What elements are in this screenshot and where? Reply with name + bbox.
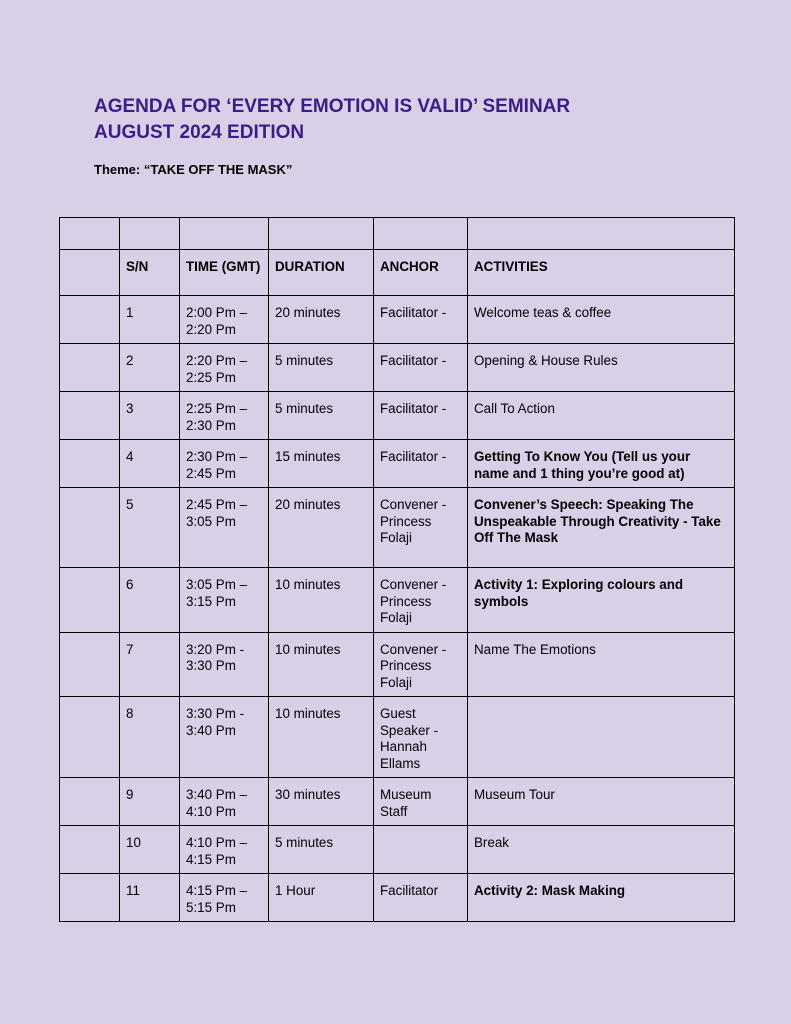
table-row [60,697,735,778]
activity-cell: Name The Emotions [468,632,735,697]
time-cell: 3:30 Pm - 3:40 Pm [180,697,269,778]
title-line-1: AGENDA FOR ‘EVERY EMOTION IS VALID’ SEMINAR [94,96,571,117]
activity-cell: Welcome teas & coffee [468,296,735,344]
sn-cell: 7 [120,632,180,697]
duration-cell: 10 minutes [269,697,374,778]
time-cell: 2:45 Pm – 3:05 Pm [180,488,269,568]
duration-cell: 1 Hour [269,874,374,922]
sn-cell: 8 [120,697,180,778]
time-cell: 3:05 Pm – 3:15 Pm [180,568,269,633]
blank-cell [60,826,120,874]
header-activities: ACTIVITIES [468,250,735,296]
table-row [60,392,735,440]
table-row [60,826,735,874]
blank-cell [60,440,120,488]
header-anchor: ANCHOR [374,250,468,296]
blank-cell [374,218,468,250]
duration-cell: 20 minutes [269,488,374,568]
blank-cell [60,344,120,392]
sn-cell: 9 [120,778,180,826]
document-title [94,94,570,146]
duration-cell: 5 minutes [269,392,374,440]
table-row [60,440,735,488]
time-cell: 4:10 Pm – 4:15 Pm [180,826,269,874]
time-cell: 3:20 Pm - 3:30 Pm [180,632,269,697]
activity-cell: Call To Action [468,392,735,440]
time-cell: 2:30 Pm – 2:45 Pm [180,440,269,488]
anchor-cell: Museum Staff [374,778,468,826]
sn-cell: 4 [120,440,180,488]
sn-cell: 1 [120,296,180,344]
time-cell: 3:40 Pm – 4:10 Pm [180,778,269,826]
anchor-cell: Facilitator [374,874,468,922]
activity-cell [468,697,735,778]
theme-line: Theme: “TAKE OFF THE MASK” [94,162,293,177]
blank-cell [60,392,120,440]
duration-cell: 30 minutes [269,778,374,826]
blank-cell [60,874,120,922]
table-row [60,344,735,392]
blank-cell [60,568,120,633]
agenda-table [59,217,735,922]
blank-cell [269,218,374,250]
anchor-cell: Convener - Princess Folaji [374,632,468,697]
anchor-cell [374,826,468,874]
table-row [60,568,735,633]
blank-cell [180,218,269,250]
title-line-2: AUGUST 2024 EDITION [94,122,305,143]
sn-cell: 3 [120,392,180,440]
activity-cell: Opening & House Rules [468,344,735,392]
anchor-cell: Convener - Princess Folaji [374,568,468,633]
sn-cell: 6 [120,568,180,633]
table-row [60,874,735,922]
blank-cell [60,296,120,344]
activity-cell: Getting To Know You (Tell us your name and 1 thing you’re good at) [468,440,735,488]
activity-cell: Convener’s Speech: Speaking The Unspeakable Through Creativity - Take Off The Mask [468,488,735,568]
anchor-cell: Facilitator - [374,392,468,440]
anchor-cell: Facilitator - [374,296,468,344]
blank-cell [60,697,120,778]
time-cell: 2:25 Pm – 2:30 Pm [180,392,269,440]
table-row [60,488,735,568]
anchor-cell: Facilitator - [374,440,468,488]
blank-cell [60,218,120,250]
duration-cell: 20 minutes [269,296,374,344]
blank-cell [60,632,120,697]
header-duration: DURATION [269,250,374,296]
table-row [60,632,735,697]
duration-cell: 5 minutes [269,826,374,874]
blank-cell [120,218,180,250]
time-cell: 2:00 Pm – 2:20 Pm [180,296,269,344]
activity-cell: Museum Tour [468,778,735,826]
sn-cell: 10 [120,826,180,874]
time-cell: 4:15 Pm – 5:15 Pm [180,874,269,922]
table-row [60,296,735,344]
blank-cell [60,778,120,826]
duration-cell: 15 minutes [269,440,374,488]
activity-cell: Activity 1: Exploring colours and symbols [468,568,735,633]
blank-cell [60,488,120,568]
blank-cell [60,250,120,296]
table-row [60,778,735,826]
duration-cell: 10 minutes [269,568,374,633]
blank-top-row [60,218,735,250]
anchor-cell: Convener - Princess Folaji [374,488,468,568]
blank-cell [468,218,735,250]
time-cell: 2:20 Pm – 2:25 Pm [180,344,269,392]
header-time: TIME (GMT) [180,250,269,296]
activity-cell: Break [468,826,735,874]
activity-cell: Activity 2: Mask Making [468,874,735,922]
sn-cell: 2 [120,344,180,392]
duration-cell: 5 minutes [269,344,374,392]
sn-cell: 11 [120,874,180,922]
header-row [60,250,735,296]
anchor-cell: Guest Speaker - Hannah Ellams [374,697,468,778]
anchor-cell: Facilitator - [374,344,468,392]
sn-cell: 5 [120,488,180,568]
duration-cell: 10 minutes [269,632,374,697]
header-sn: S/N [120,250,180,296]
